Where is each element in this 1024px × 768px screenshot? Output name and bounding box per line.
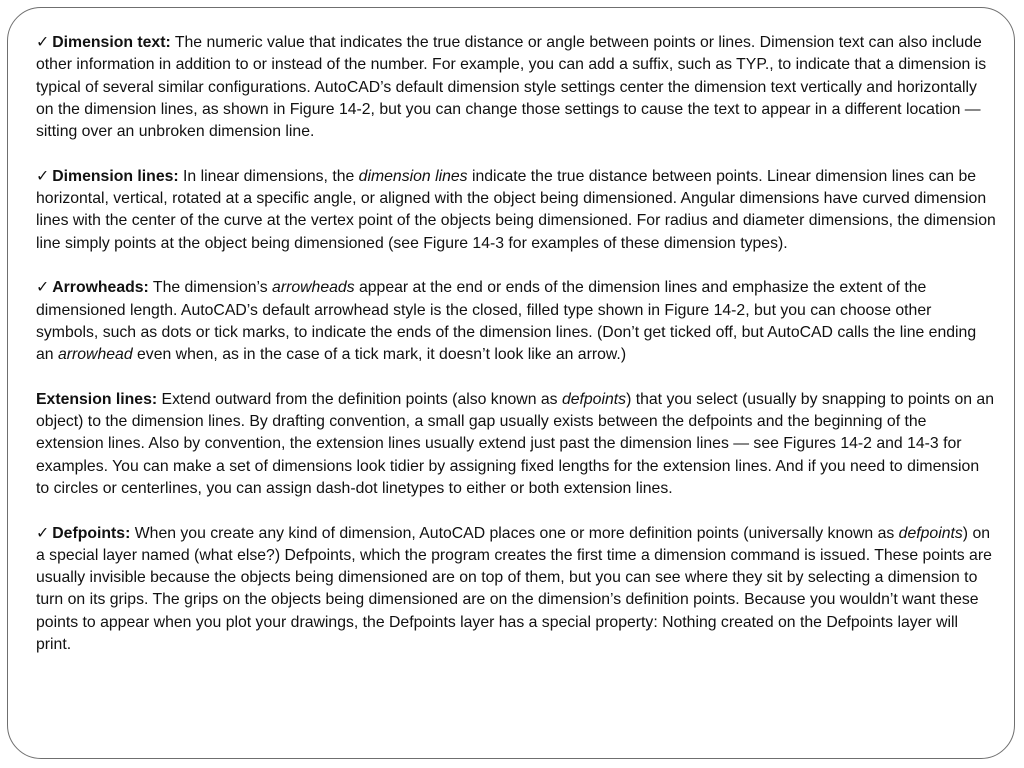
term-dimension-text: Dimension text: (52, 34, 171, 51)
description-text: appear at the end or ends of the dimension lines and emphasize the extent of the dimensioned length. AutoCAD’s default arrowhead style is the closed, filled type shown in Figure 14-2, but you can choose other symbols, such as dots or tick marks, to indicate the ends of the dimension lines. (Don’t get ticked off, but AutoCAD calls the line ending an (36, 279, 977, 364)
term-dimension-lines: Dimension lines: (52, 167, 179, 185)
description-text: even when, as in the case of a tick mark, it doesn’t look like an arrow.) (132, 346, 627, 364)
description-text: In linear dimensions, the (178, 167, 359, 185)
term-arrowheads: Arrowheads: (52, 279, 149, 297)
description-text: indicate the true distance between points. Linear dimension lines can be horizontal, vertical, rotated at a specific angle, or aligned with the object being dimensioned. Angular dimensions have curved dimension lines with the center of the curve at the vertex point of the objects being dimensioned. For radius and diameter dimensions, the dimension line simply points at the object being dimensioned (see Figure 14-3 for examples of these dimension types). (36, 167, 996, 252)
description-text: ) on a special layer named (what else?) Defpoints, which the program creates the first time a dimension command is issued. These points are usually invisible because the objects being dimensioned are on top of them, but you can see where they sit by selecting a dimension to turn on its grips. The grips on the objects being dimensioned are on the dimension’s definition points. Because you wouldn’t want these points to appear when you plot your drawings, the Defpoints layer has a special property: Nothing created on the Defpoints layer will print. (36, 524, 992, 654)
italic-term: defpoints (561, 390, 627, 408)
checkmark-icon: ✓ (36, 167, 50, 185)
paragraph-arrowheads (36, 277, 996, 366)
description-text: When you create any kind of dimension, AutoCAD places one or more definition points (universally known as (130, 524, 899, 542)
checkmark-icon: ✓ (36, 524, 50, 542)
paragraph-defpoints (36, 523, 996, 657)
paragraph-dimension-text (36, 32, 996, 143)
checkmark-icon: ✓ (36, 279, 50, 297)
description-text: ) that you select (usually by snapping to points on an object) to the dimension lines. By drafting convention, a small gap usually exists between the defpoints and the beginning of the extension lines. Also by convention, the extension lines usually extend just past the dimension lines — see Figures 14-2 and 14-3 for examples. You can make a set of dimensions look tidier by assigning fixed lengths for the extension lines. And if you need to dimension to circles or centerlines, you can assign dash-dot linetypes to either or both extension lines. (36, 390, 995, 497)
italic-term: arrowheads (272, 279, 355, 297)
italic-term: dimension lines (358, 167, 468, 185)
paragraph-extension-lines (36, 389, 996, 500)
term-extension-lines: Extension lines: (36, 390, 158, 408)
italic-term: arrowhead (57, 346, 133, 364)
term-defpoints: Defpoints: (52, 524, 131, 542)
description-text: The numeric value that indicates the true distance or angle between points or lines. Dimension text can also include other information in addition to or instead of the number. For example, you can add a suffix, such as TYP., to indicate that a dimension is typical of several similar configurations. AutoCAD’s default dimension style settings center the dimension text vertically and horizontally on the dimension lines, as shown in Figure 14-2, but you can change those settings to cause the text to appear in a different location — sitting over an unbroken dimension line. (36, 34, 987, 141)
description-text: The dimension’s (148, 279, 273, 297)
paragraph-dimension-lines (36, 166, 996, 255)
description-text: Extend outward from the definition points (also known as (157, 390, 562, 408)
checkmark-icon: ✓ (36, 34, 50, 51)
slide-body (36, 32, 996, 656)
italic-term: defpoints (898, 524, 963, 542)
